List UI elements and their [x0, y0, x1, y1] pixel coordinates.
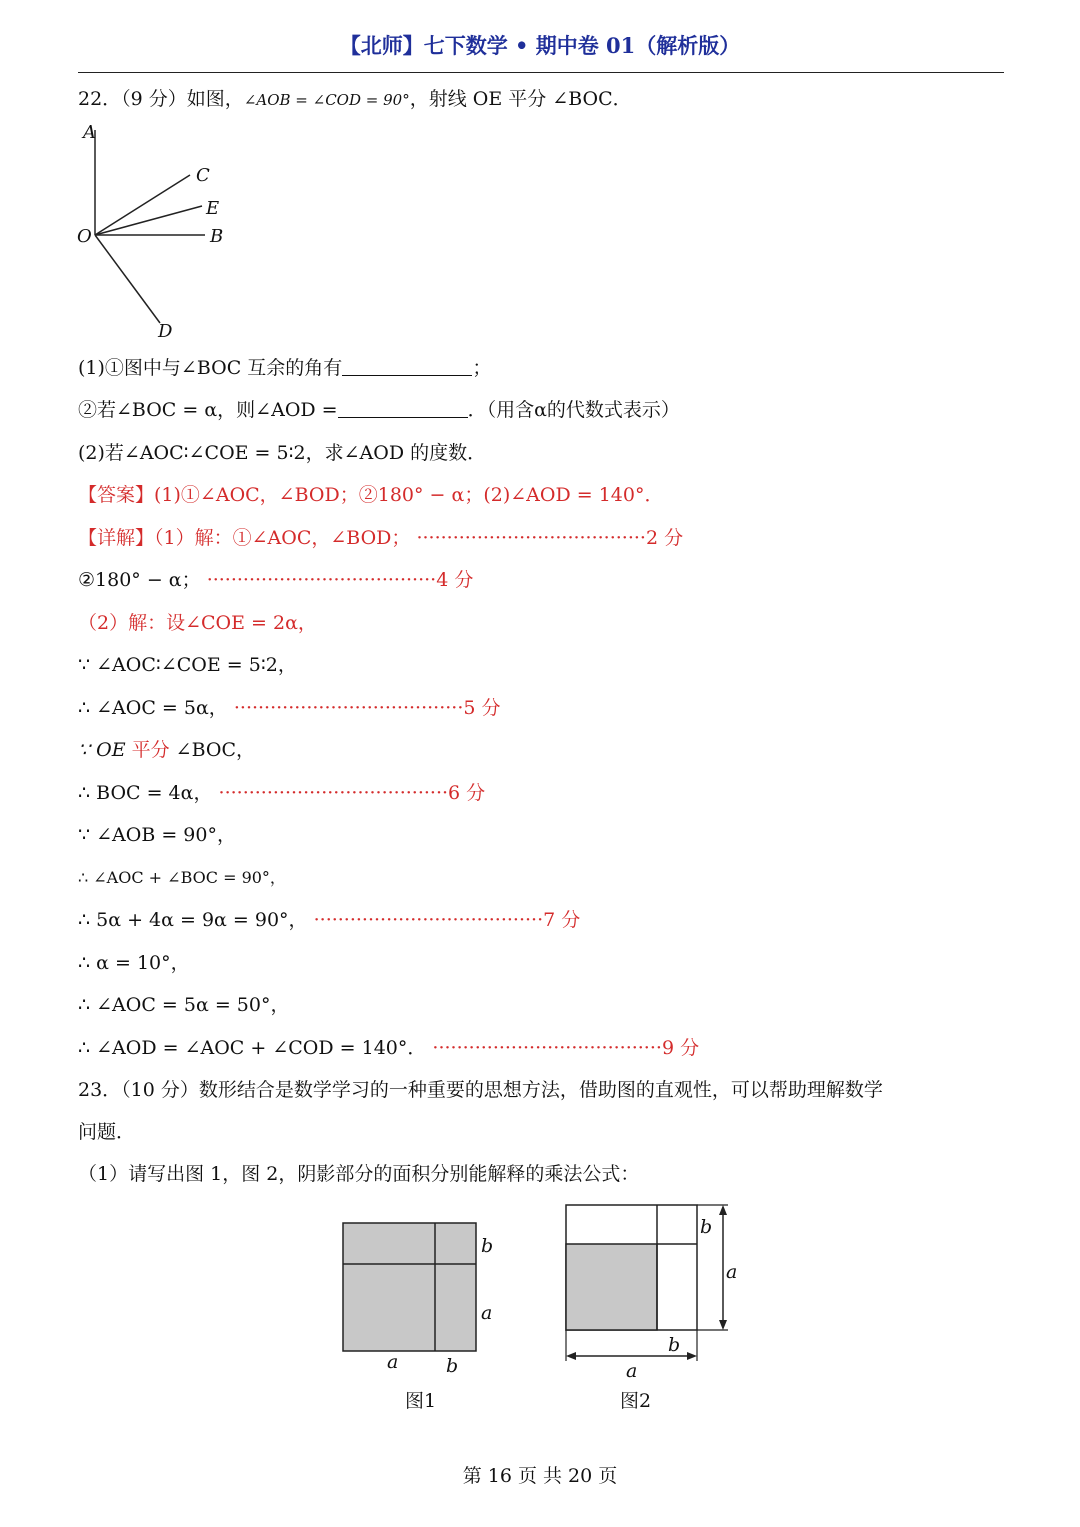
answer-tag: 【答案】 [78, 484, 155, 506]
label-E: E [206, 198, 220, 219]
score-5: 5 分 [463, 697, 501, 719]
label-C: C [196, 165, 210, 186]
q22-part1-2 [78, 397, 680, 423]
fig2-label-b-right: b [700, 1216, 713, 1238]
fig2-label-a-bottom: a [626, 1360, 638, 1382]
score-6: 6 分 [448, 782, 486, 804]
q23-stem-line2: 问题． [78, 1121, 136, 1143]
q22-part1-2-text: ②若∠BOC = α，则∠AOD = [78, 399, 338, 421]
q23-stem-line1: 23．（10 分）数形结合是数学学习的一种重要的思想方法，借助图的直观性，可以帮助理解数学 [78, 1079, 883, 1101]
q22-stem-condition: ∠AOB = ∠COD = 90° [243, 91, 410, 109]
step-6 [78, 737, 255, 763]
step-5 [78, 695, 501, 721]
score-4: 4 分 [436, 569, 474, 591]
step-2 [78, 567, 473, 593]
step-10-text: ∴ 5α + 4α = 9α = 90°， [78, 909, 308, 931]
step-9: ∴ ∠AOC + ∠BOC = 90°， [78, 868, 286, 887]
score-2: 2 分 [645, 527, 684, 549]
q22-answer [78, 482, 663, 508]
step-13 [78, 1035, 699, 1061]
answer-blank-1[interactable] [342, 357, 472, 376]
dot-leader: ······································ [218, 782, 449, 804]
page-footer: 第 16 页 共 20 页 [462, 1465, 618, 1487]
step-6-a: ∵ OE [78, 739, 126, 761]
q22-angle-figure [70, 118, 240, 348]
step-7-text: ∴ BOC = 4α， [78, 782, 213, 804]
dot-leader: ······································ [432, 1037, 662, 1059]
label-B: B [210, 226, 224, 247]
step-6-c: ∠BOC， [169, 739, 256, 761]
dot-leader: ······································ [233, 697, 464, 719]
fig2-label-a-right: a [726, 1261, 738, 1283]
step-3: （2）解：设∠COE = 2α， [78, 612, 317, 634]
detail-body: （1）解：①∠AOC，∠BOD； [154, 527, 411, 549]
step-2-text: ②180° − α； [78, 569, 201, 591]
header-rule [78, 72, 1004, 73]
q22-stem-prefix: 22．（9 分）如图， [78, 88, 244, 110]
q22-part1-2-end: ．（用含α的代数式表示） [467, 399, 680, 421]
detail-tag: 【详解】 [78, 527, 155, 549]
q22-part1-1-end: ； [472, 357, 492, 379]
step-4: ∵ ∠AOC∶∠COE = 5∶2， [78, 654, 297, 676]
fig2-caption: 图2 [620, 1390, 652, 1412]
fig2-label-b-bottom: b [668, 1334, 681, 1356]
figure-2 [558, 1198, 748, 1383]
fig1-label-a-right: a [481, 1302, 493, 1324]
fig1-caption: 图1 [405, 1390, 437, 1412]
dot-leader: ······································ [416, 527, 646, 549]
step-5-text: ∴ ∠AOC = 5α， [78, 697, 228, 719]
dot-leader: ······································ [313, 909, 544, 931]
q23-part1: （1）请写出图 1，图 2，阴影部分的面积分别能解释的乘法公式： [78, 1163, 640, 1185]
step-6-b: 平分 [125, 739, 170, 761]
label-D: D [158, 321, 173, 342]
answer-body: (1)①∠AOC，∠BOD；②180° − α；(2)∠AOD = 140°． [154, 484, 664, 506]
step-10 [78, 907, 580, 933]
fig1-label-b-right: b [481, 1235, 494, 1257]
fig1-label-a-bottom: a [387, 1351, 399, 1373]
score-9: 9 分 [661, 1037, 700, 1059]
page-header: 【北师】七下数学 • 期中卷 01（解析版） [339, 33, 741, 58]
score-7: 7 分 [543, 909, 581, 931]
q22-stem [78, 86, 632, 113]
label-O: O [77, 226, 92, 247]
q22-part1-1-text: (1)①图中与∠BOC 互余的角有 [78, 357, 343, 379]
step-11: ∴ α = 10°， [78, 952, 190, 974]
q22-detail [78, 525, 683, 551]
q22-part1-1 [78, 355, 491, 381]
step-12: ∴ ∠AOC = 5α = 50°， [78, 994, 290, 1016]
answer-blank-2[interactable] [338, 399, 468, 418]
step-13-text: ∴ ∠AOD = ∠AOC + ∠COD = 140°． [78, 1037, 427, 1059]
figure-1 [335, 1215, 510, 1380]
dot-leader: ······································ [206, 569, 437, 591]
label-A: A [83, 122, 96, 143]
step-7 [78, 780, 485, 806]
q22-stem-suffix: ，射线 OE 平分 ∠BOC． [409, 88, 632, 110]
step-8: ∵ ∠AOB = 90°， [78, 824, 236, 846]
fig1-label-b-bottom: b [446, 1355, 459, 1377]
q22-part2: (2)若∠AOC∶∠COE = 5∶2，求∠AOD 的度数． [78, 442, 487, 464]
